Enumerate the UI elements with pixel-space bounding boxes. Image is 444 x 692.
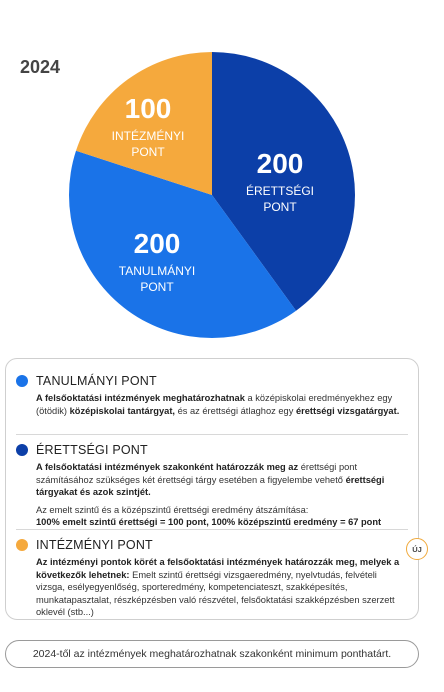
section-tanulmanyi bbox=[16, 374, 408, 421]
divider bbox=[16, 434, 408, 435]
section-text-intezmenyi: Az intézményi pontok körét a felsőoktatási intézmények határozzák meg, melyek a következők lehetnek: Emelt szintű érettségi vizsgaeredmény, nyelvtudás, felvételi vizsga, esélyegyenlőség, sporteredmény, kompetenciateszt, szakképesítés, munkatapasztalat, részképzésben való részvétel, felsőoktatási szakképzésben szerzett oklevél (stb...) bbox=[36, 557, 400, 617]
erettsegi-dot bbox=[16, 444, 28, 456]
new-badge: ÚJ bbox=[406, 538, 428, 560]
info-card bbox=[5, 358, 419, 620]
slice-label2-erettsegi: PONT bbox=[263, 200, 297, 214]
section-title-intezmenyi: INTÉZMÉNYI PONT bbox=[36, 538, 153, 552]
section-title-erettsegi: ÉRETTSÉGI PONT bbox=[36, 443, 148, 457]
slice-label2-tanulmanyi: PONT bbox=[140, 280, 174, 294]
conversion-intro: Az emelt szintű és a középszintű érettségi eredmény átszámítása: bbox=[36, 504, 309, 515]
slice-value-tanulmanyi: 200 bbox=[133, 228, 181, 259]
divider bbox=[16, 529, 408, 530]
slice-label-intezmenyi: INTÉZMÉNYI bbox=[111, 129, 185, 143]
section-intezmenyi bbox=[16, 538, 408, 623]
slice-label-erettsegi: ÉRETTSÉGI bbox=[245, 184, 315, 198]
tanulmanyi-dot bbox=[16, 375, 28, 387]
slice-label-tanulmanyi: TANULMÁNYI bbox=[118, 264, 196, 278]
conversion-rule: 100% emelt szintű érettségi = 100 pont, 100% középszintű eredmény = 67 pont bbox=[36, 517, 382, 527]
section-text-erettsegi: A felsőoktatási intézmények szakonként határozzák meg az érettségi pont számításához szükséges két érettségi tárgy esetében a figyelembe vehető érettségi tárgyakat és azok szintjét. bbox=[36, 462, 385, 497]
section-text-tanulmanyi: A felsőoktatási intézmények meghatározhatnak a középiskolai eredményekhez egy (ötödik) középiskolai tantárgyat, és az érettségi átlaghoz egy érettségi vizsgatárgyat. bbox=[36, 393, 400, 416]
slice-value-intezmenyi: 100 bbox=[124, 93, 172, 124]
slice-label2-intezmenyi: PONT bbox=[131, 145, 165, 159]
section-erettsegi bbox=[16, 443, 408, 533]
footer-note: 2024-től az intézmények meghatározhatnak szakonként minimum ponthatárt. bbox=[5, 640, 419, 668]
intezmenyi-dot bbox=[16, 539, 28, 551]
slice-value-erettsegi: 200 bbox=[256, 148, 304, 179]
section-title-tanulmanyi: TANULMÁNYI PONT bbox=[36, 374, 157, 388]
year-label: 2024 bbox=[20, 57, 61, 77]
